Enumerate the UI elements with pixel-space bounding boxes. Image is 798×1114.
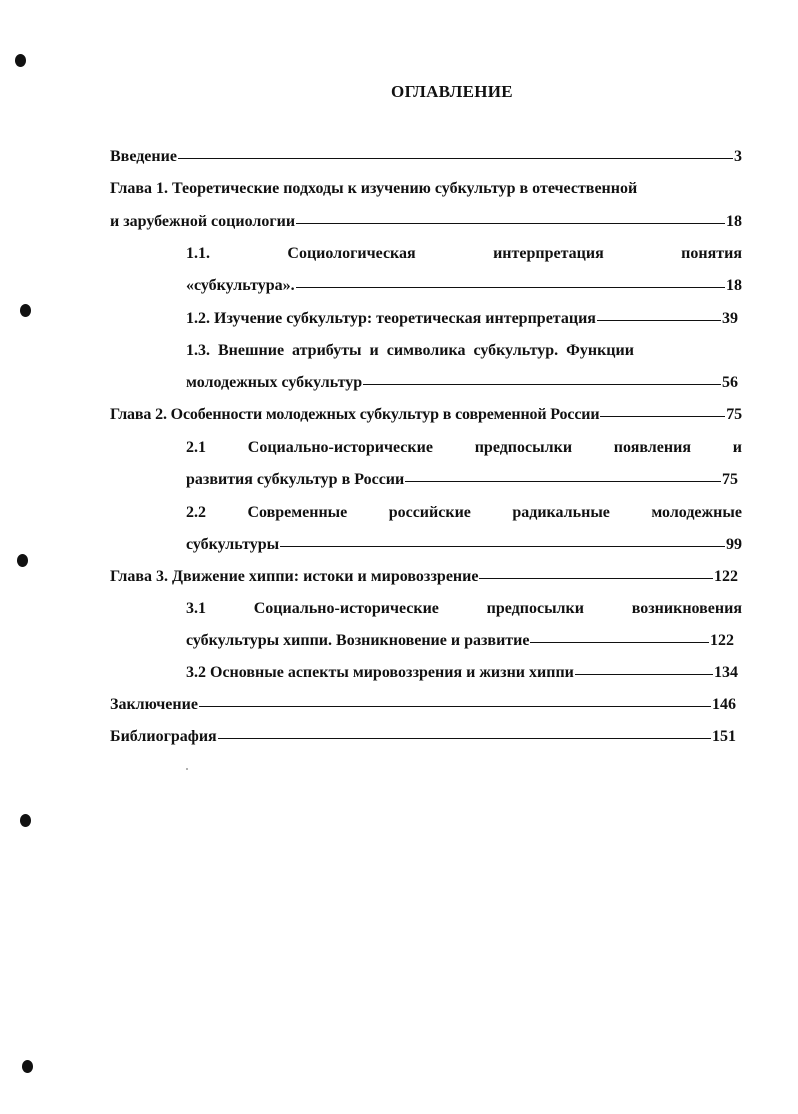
toc-word: молодежные	[651, 504, 742, 521]
toc-entry-2-1-line1	[186, 437, 742, 459]
toc-word: Социально-исторические	[247, 439, 433, 456]
toc-page-number: 56	[722, 374, 738, 391]
toc-word: Современные	[247, 504, 348, 521]
toc-entry-ch1-line2	[110, 211, 742, 233]
toc-page-number: 3	[734, 148, 742, 165]
toc-entry-text: 3.2 Основные аспекты мировоззрения и жизни хиппи	[186, 664, 574, 681]
punch-hole	[17, 554, 28, 567]
toc-page-number: 134	[714, 664, 738, 681]
toc-word: 1.1.	[186, 245, 210, 262]
toc-word: интерпретация	[493, 245, 604, 262]
toc-entry-text: субкультуры	[186, 536, 280, 553]
punch-hole	[20, 814, 31, 827]
punch-hole	[20, 304, 31, 317]
toc-entry-text: Глава 1. Теоретические подходы к изучению субкультур в отечественной	[110, 180, 638, 197]
leader-line	[199, 706, 711, 707]
toc-page-number: 18	[726, 213, 742, 230]
toc-page-number: 151	[712, 728, 736, 745]
page-title: ОГЛАВЛЕНИЕ	[391, 82, 513, 101]
leader-line	[296, 287, 725, 288]
leader-line	[178, 158, 733, 159]
toc-page-number: 75	[722, 471, 738, 488]
toc-entry-text: развития субкультур в России	[186, 471, 405, 488]
toc-entry-text: 1.3. Внешние атрибуты и символика субкультур. Функции	[186, 342, 634, 359]
toc-word: 2.2	[186, 504, 206, 521]
toc-word: предпосылки	[486, 600, 584, 617]
toc-entry-text: Заключение	[110, 696, 198, 713]
leader-line	[363, 384, 721, 385]
toc-entry-3-1-line1	[186, 598, 742, 620]
toc-entry-text: Глава 3. Движение хиппи: истоки и мировоззрение	[110, 568, 479, 585]
punch-hole	[22, 1060, 33, 1073]
toc-entry-intro	[110, 146, 742, 168]
toc-entry-conclusion	[110, 694, 736, 716]
toc-entry-text: «субкультура».	[186, 277, 295, 294]
toc-word: понятия	[681, 245, 742, 262]
toc-entry-text: Библиография	[110, 728, 217, 745]
toc-entry-ch1-line1	[110, 178, 746, 200]
toc-entry-1-1-line1	[186, 243, 742, 265]
toc-entry-2-2-line1	[186, 502, 742, 524]
leader-line	[280, 546, 725, 547]
leader-line	[296, 223, 725, 224]
toc-word: 2.1	[186, 439, 206, 456]
toc-word: предпосылки	[474, 439, 573, 456]
toc-entry-text: 1.2. Изучение субкультур: теоретическая интерпретация	[186, 310, 596, 327]
leader-line	[218, 738, 711, 739]
toc-word: Социологическая	[287, 245, 416, 262]
toc-entry-3-1-line2	[186, 630, 734, 652]
leader-line	[479, 578, 713, 579]
toc-page-number: 122	[710, 632, 734, 649]
toc-word: российские	[388, 504, 471, 521]
toc-entry-1-3-line1	[186, 340, 744, 362]
toc-entry-text: и зарубежной социологии	[110, 213, 296, 230]
toc-entry-text: молодежных субкультур	[186, 374, 363, 391]
toc-word: 3.1	[186, 600, 206, 617]
toc-page-number: 18	[726, 277, 742, 294]
toc-word: радикальные	[512, 504, 610, 521]
punch-hole	[15, 54, 26, 67]
toc-word: и	[732, 439, 742, 456]
toc-entry-ch2	[110, 404, 742, 426]
toc-entry-1-3-line2	[186, 372, 738, 394]
toc-entry-3-2	[186, 662, 738, 684]
toc-entry-text: субкультуры хиппи. Возникновение и развитие	[186, 632, 530, 649]
toc-entry-2-1-line2	[186, 469, 738, 491]
scan-speck	[186, 768, 188, 770]
toc-entry-bibliography	[110, 726, 736, 748]
leader-line	[575, 674, 713, 675]
toc-page-number: 75	[726, 406, 742, 423]
toc-word: возникновения	[631, 600, 742, 617]
toc-page-number: 99	[726, 536, 742, 553]
toc-word: появления	[613, 439, 691, 456]
toc-entry-ch3	[110, 566, 738, 588]
toc-entry-1-1-line2	[186, 275, 742, 297]
toc-word: Социально-исторические	[253, 600, 439, 617]
toc-entry-text: Введение	[110, 148, 177, 165]
toc-entry-2-2-line2	[186, 534, 742, 556]
toc-page-number: 146	[712, 696, 736, 713]
toc-entry-text: Глава 2. Особенности молодежных субкультур в современной России	[110, 406, 600, 423]
leader-line	[600, 416, 725, 417]
leader-line	[405, 481, 721, 482]
toc-page-number: 122	[714, 568, 738, 585]
toc-entry-1-2	[186, 308, 738, 330]
toc-page-number: 39	[722, 310, 738, 327]
leader-line	[530, 642, 709, 643]
leader-line	[597, 320, 721, 321]
